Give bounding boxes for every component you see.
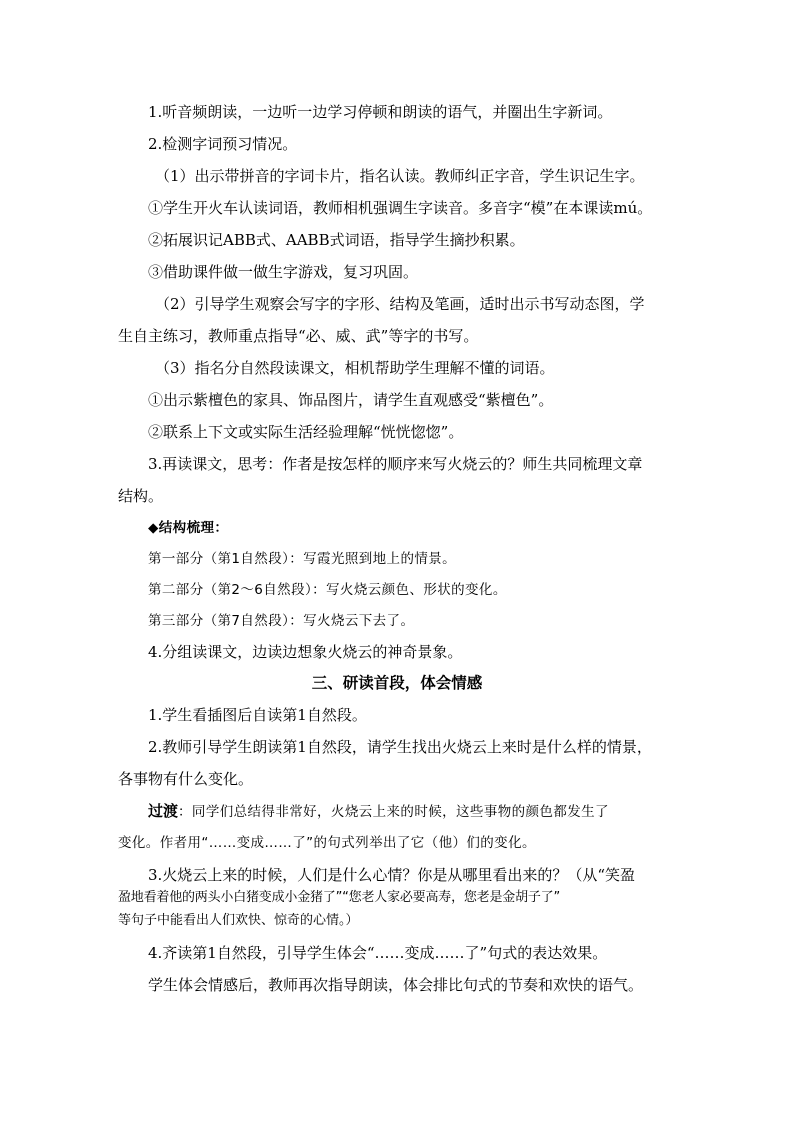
para-writing-guide-1: （2）引导学生观察会写字的字形、结构及笔画，适时出示书写动态图，学 [155,295,645,313]
para-listen-audio: 1.听音频朗读，一边听一边学习停顿和朗读的语气，并圈出生字新词。 [148,103,613,121]
para-read-by-paragraph: （3）指名分自然段读课文，相机帮助学生理解不懂的词语。 [155,359,555,377]
para-reread-1: 3.再读课文，思考：作者是按怎样的顺序来写火烧云的？师生共同梳理文章 [148,455,643,473]
para-transition-1 [148,801,713,822]
para-guide-again: 学生体会情感后，教师再次指导朗读，体会排比句式的节奏和欢快的语气。 [148,976,644,994]
para-guide-read-1: 2.教师引导学生朗读第1自然段，请学生找出火烧云上来时是什么样的情景， [148,738,652,756]
section-title: 三、研读首段，体会情感 [311,673,483,692]
para-train-reading: ①学生开火车认读词语，教师相机强调生字读音。多音字“模”在本课读mú。 [148,199,653,217]
para-mood-question-2: 盈地看着他的两头小白猪变成小金猪了”“您老人家必要高寿，您老是金胡子了” [118,890,561,905]
para-read-together: 4.齐读第1自然段，引导学生体会“……变成……了”句式的表达效果。 [148,944,608,962]
para-transition-2: 变化。作者用“……变成……了”的句式列举出了它（他）们的变化。 [118,835,536,851]
para-abb-words: ②拓展识记ABB式、AABB式词语，指导学生摘抄积累。 [148,231,525,249]
para-look-illustration: 1.学生看插图后自读第1自然段。 [148,706,367,724]
structure-part-2: 第二部分（第2～6自然段）：写火烧云颜色、形状的变化。 [148,582,507,598]
para-red-sandalwood: ①出示紫檀色的家具、饰品图片，请学生直观感受“紫檀色”。 [148,391,554,409]
para-group-reading: 4.分组读课文，边读边想象火烧云的神奇景象。 [148,643,463,661]
transition-label: 过渡 [148,802,179,820]
para-word-cards: （1）出示带拼音的字词卡片，指名认读。教师纠正字音，学生识记生字。 [155,167,645,185]
structure-heading: ◆结构梳理： [148,520,229,536]
structure-part-3: 第三部分（第7自然段）：写火烧云下去了。 [148,613,415,629]
para-check-preview: 2.检测字词预习情况。 [148,135,298,153]
para-context-meaning: ②联系上下文或实际生活经验理解“恍恍惚惚”。 [148,423,464,441]
para-writing-guide-2: 生自主练习，教师重点指导“必、威、武”等字的书写。 [118,327,479,345]
para-mood-question-1: 3.火烧云上来的时候，人们是什么心情？你是从哪里看出来的？（从“笑盈 [148,866,635,884]
para-mood-question-3: 等句子中能看出人们欢快、惊奇的心情。） [118,913,359,928]
transition-text: ：同学们总结得非常好，火烧云上来的时候，这些事物的颜色都发生了 [178,804,609,820]
para-reread-2: 结构。 [118,487,164,505]
para-word-game: ③借助课件做一做生字游戏，复习巩固。 [148,263,419,281]
structure-part-1: 第一部分（第1自然段）：写霞光照到地上的情景。 [148,551,457,567]
para-guide-read-2: 各事物有什么变化。 [118,770,254,788]
